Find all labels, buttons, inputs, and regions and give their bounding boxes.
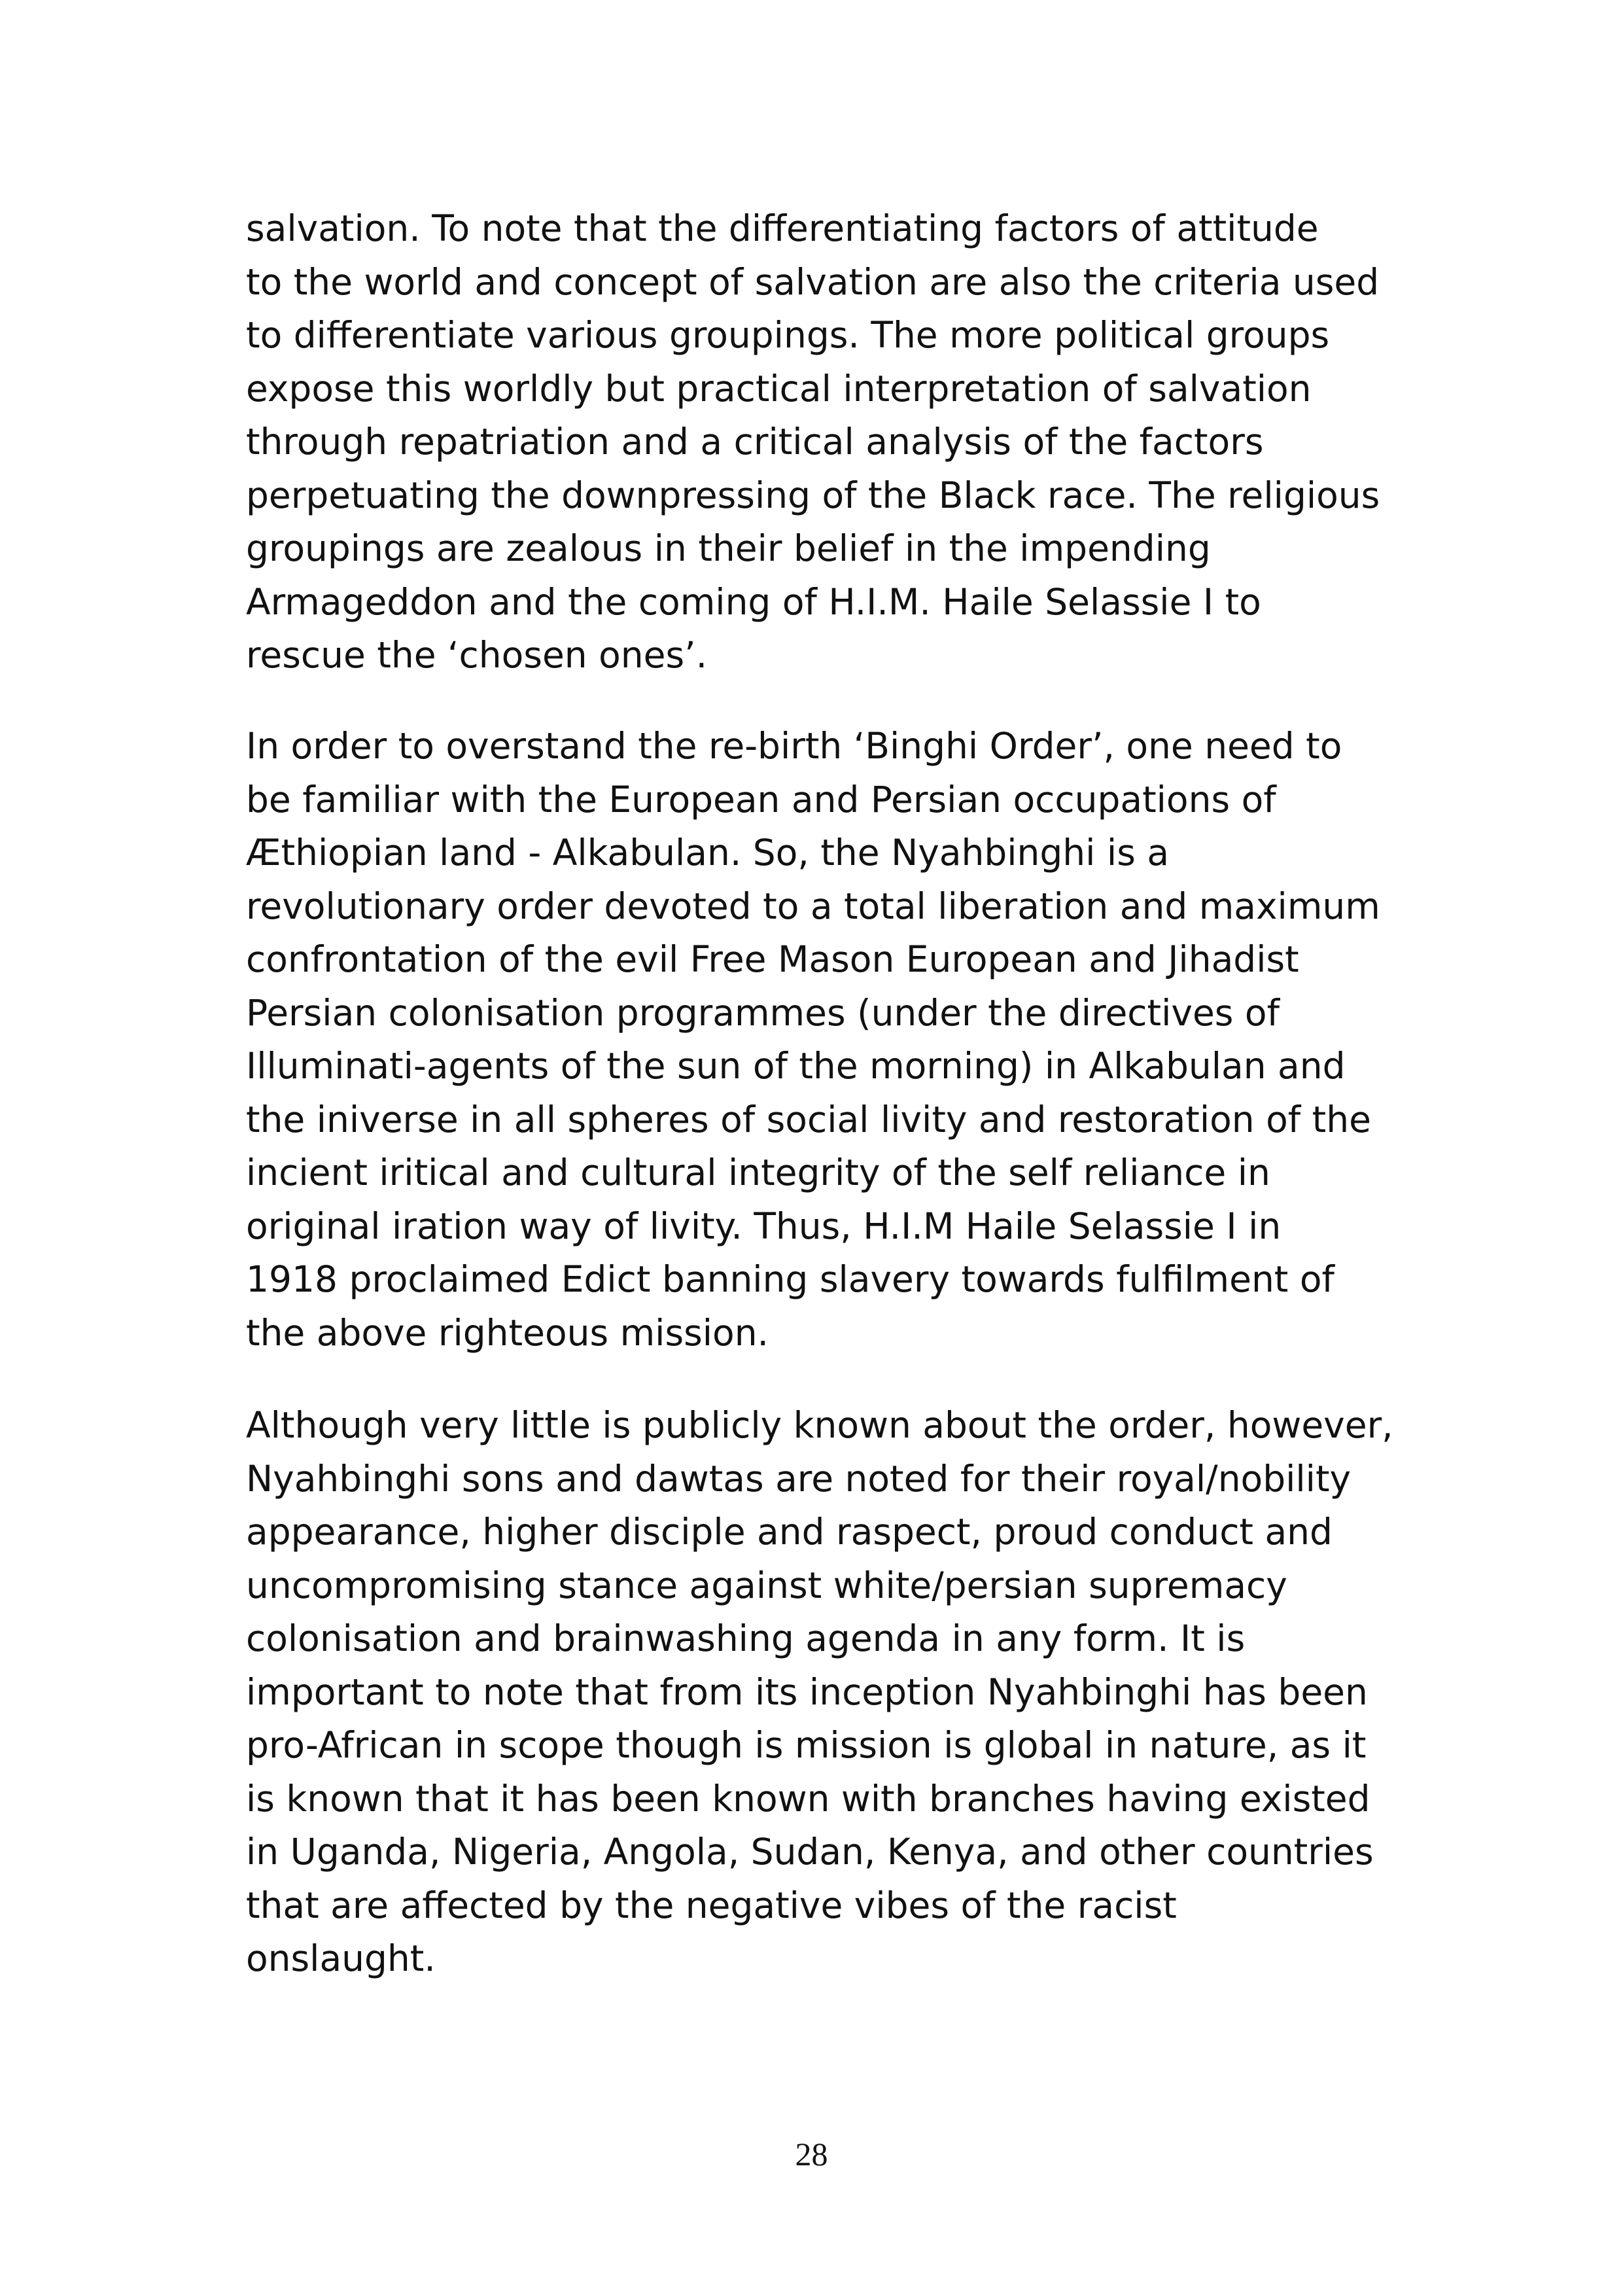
paragraph-salvation [246, 202, 1397, 682]
text-line: groupings are zealous in their belief in the impending [246, 527, 1211, 569]
text-line: Illuminati-agents of the sun of the morning) in Alkabulan and [246, 1045, 1346, 1087]
text-line: Persian colonisation programmes (under the directives of [246, 991, 1280, 1034]
text-line: revolutionary order devoted to a total liberation and maximum [246, 885, 1380, 927]
text-line: the above righteous mission. [246, 1311, 769, 1354]
text-line: the iniverse in all spheres of social livity and restoration of the [246, 1098, 1371, 1140]
paragraph-binghi-order [246, 720, 1397, 1360]
text-line: important to note that from its inception Nyahbinghi has been [246, 1670, 1368, 1713]
text-line: onslaught. [246, 1937, 436, 1979]
text-line: 1918 proclaimed Edict banning slavery towards fulfilment of [246, 1258, 1335, 1300]
text-line: to differentiate various groupings. The more political groups [246, 314, 1330, 356]
text-line: Æthiopian land - Alkabulan. So, the Nyahbinghi is a [246, 832, 1170, 874]
text-line: perpetuating the downpressing of the Black race. The religious [246, 474, 1380, 516]
text-line: that are affected by the negative vibes of the racist [246, 1884, 1177, 1926]
text-line: expose this worldly but practical interpretation of salvation [246, 367, 1312, 410]
text-line: original iration way of livity. Thus, H.I.M Haile Selassie I in [246, 1205, 1282, 1247]
text-line: Nyahbinghi sons and dawtas are noted for their royal/nobility [246, 1457, 1352, 1500]
text-line: in Uganda, Nigeria, Angola, Sudan, Kenya, and other countries [246, 1831, 1374, 1873]
text-line: is known that it has been known with branches having existed [246, 1777, 1370, 1820]
text-line: Although very little is publicly known about the order, however, [246, 1404, 1393, 1446]
text-line: to the world and concept of salvation are also the criteria used [246, 260, 1380, 303]
text-line: appearance, higher disciple and raspect, proud conduct and [246, 1511, 1333, 1553]
text-line: In order to overstand the re-birth ‘Binghi Order’, one need to [246, 725, 1342, 767]
text-line: be familiar with the European and Persian occupations of [246, 778, 1276, 821]
text-line: through repatriation and a critical analysis of the factors [246, 421, 1264, 463]
text-line: rescue the ‘chosen ones’. [246, 634, 708, 676]
text-line: salvation. To note that the differentiating factors of attitude [246, 207, 1319, 249]
text-line: pro-African in scope though is mission is global in nature, as it [246, 1724, 1367, 1766]
text-line: colonisation and brainwashing agenda in any form. It is [246, 1617, 1246, 1659]
page-number: 28 [795, 2136, 828, 2172]
text-line: Armageddon and the coming of H.I.M. Haile Selassie I to [246, 580, 1261, 623]
text-line: uncompromising stance against white/persian supremacy [246, 1564, 1287, 1606]
paragraph-nyahbinghi-sons [246, 1399, 1397, 1986]
text-line: incient iritical and cultural integrity of the self reliance in [246, 1152, 1270, 1193]
text-line: confrontation of the evil Free Mason European and Jihadist [246, 938, 1299, 980]
